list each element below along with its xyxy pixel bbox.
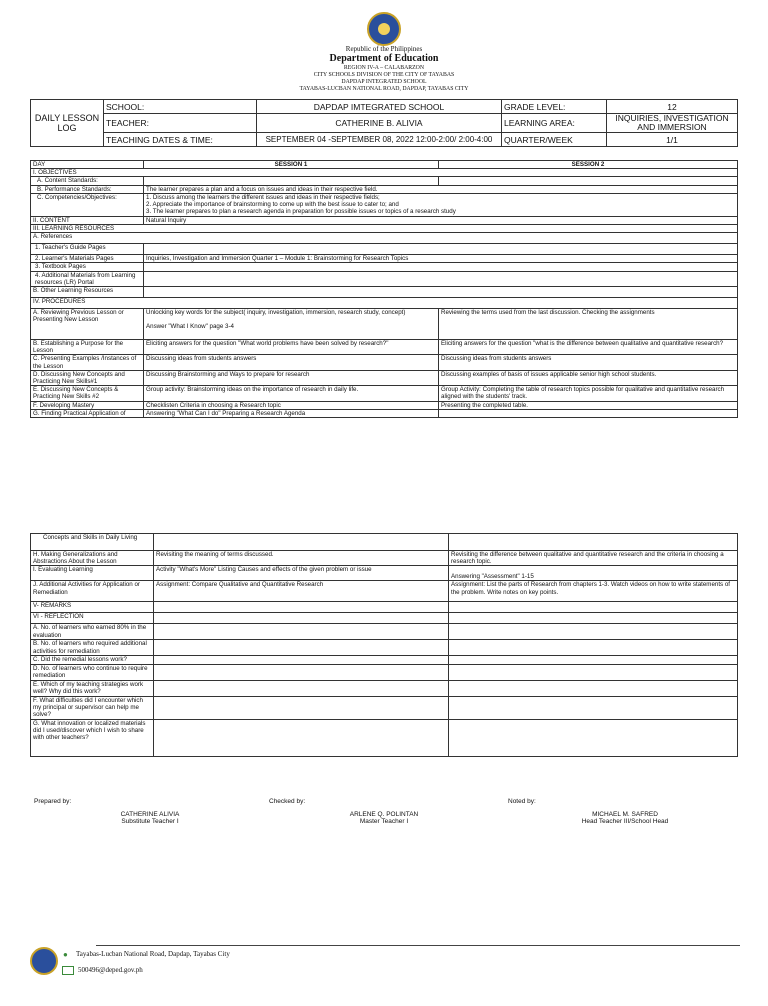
procedure-a-session1: Unlocking key words for the subject( inquiry, investigation, immersion, research study, concept) Answer "What I Know" page 3-4 [144,309,439,340]
session1-header: SESSION 1 [144,161,439,169]
area-label: LEARNING AREA: [502,114,607,133]
procedure-g-label-cont: Concepts and Skills in Daily Living [31,534,154,551]
procedure-e-session2: Group Activity: Completing the table of research topics possible for qualitative and quantitative research aligned with the students' track. [439,386,738,401]
procedure-c-session1: Discussing ideas from students answers [144,355,439,370]
session2-header: SESSION 2 [439,161,738,169]
day-header: DAY [31,161,144,169]
checked-by-name: ARLENE Q. POLINTAN [349,811,419,818]
content-value: Natural Inquiry [144,216,738,224]
lesson-table-part2 [30,533,738,757]
reflection-e-label: E. Which of my teaching strategies work well? Why did this work? [31,680,154,696]
procedure-f-session2: Presenting the completed table. [439,401,738,409]
teacher-value: CATHERINE B. ALIVIA [257,114,502,133]
competencies-label: C. Competencies/Objectives: [31,193,144,216]
procedure-c-session2: Discussing ideas from students answers [439,355,738,370]
procedure-a-session2: Reviewing the terms used from the last discussion. Checking the assignments [439,309,738,340]
prepared-by-block [90,811,210,825]
quarter-label: QUARTER/WEEK [502,133,607,147]
area-value: INQUIRIES, INVESTIGATION AND IMMERSION [607,114,738,133]
procedure-i-label: I. Evaluating Learning [31,566,154,581]
dates-label: TEACHING DATES & TIME: [104,133,257,147]
grade-label: GRADE LEVEL: [502,100,607,114]
teacher-label: TEACHER: [104,114,257,133]
grade-value: 12 [607,100,738,114]
objectives-heading: I. OBJECTIVES [31,169,738,177]
noted-by-title: Head Teacher III/School Head [581,818,669,825]
reflection-a-label: A. No. of learners who earned 80% in the evaluation [31,624,154,640]
procedure-b-session1: Eliciting answers for the question "What world problems have been solved by research?" [144,340,439,355]
procedure-b-session2: Eliciting answers for the question "what is the difference between qualitative and quantitative research? [439,340,738,355]
learners-materials-label: 2. Learner's Materials Pages [31,255,144,263]
header-region: REGION IV-A – CALABARZON [343,65,425,71]
procedure-h-label: H. Making Generalizations and Abstractions About the Lesson [31,551,154,566]
header-republic: Republic of the Philippines [345,45,423,53]
procedure-h-session1: Revisiting the meaning of terms discussed. [154,551,449,566]
procedure-d-label: D. Discussing New Concepts and Practicing New Skills#1 [31,370,144,385]
reflection-d-label: D. No. of learners who continue to require remediation [31,664,154,680]
footer-email: 500496@deped.gov.ph [78,966,143,974]
school-value: DAPDAP IMTEGRATED SCHOOL [257,100,502,114]
procedure-h-session2: Revisiting the difference between qualitative and quantitative research and the criteria in choosing a research topic. [449,551,738,566]
resources-heading: III. LEARNING RESOURCES [31,225,738,233]
procedure-g-label: G. Finding Practical Application of [31,409,144,417]
reflection-b-label: B. No. of learners who required additional activities for remediation [31,640,154,656]
reflection-label: VI - REFLECTION [31,613,154,624]
procedure-g-session1: Answering "What Can I do" Preparing a Research Agenda [144,409,439,417]
reflection-g-label: G. What innovation or localized materials did I used/discover which I wish to share with other teachers? [31,719,154,756]
competency-3: 3. The learner prepares to plan a research agenda in preparation for possible issues or topics of a research study [146,208,456,216]
prepared-by-label: Prepared by: [34,798,72,805]
checked-by-block [324,811,444,825]
other-resources-label: B. Other Learning Resources [31,287,144,298]
footer-address: Tayabas-Lucban National Road, Dapdap, Tayabas City [76,950,230,958]
procedure-i-session1: Activity "What's More" Listing Causes and effects of the given problem or issue [154,566,449,581]
teachers-guide-label: 1. Teacher's Guide Pages [31,244,144,255]
procedure-f-session1: Checklisten Criteria in choosing a Research topic [144,401,439,409]
info-table [30,99,738,147]
reflection-c-label: C. Did the remedial lessons work? [31,656,154,664]
content-standards-label: A. Content Standards: [31,177,144,185]
competency-2: 2. Appreciate the importance of brainstorming to come up with the best issue to cater to; and [146,201,399,209]
school-logo [30,947,58,975]
header-department: Department of Education [329,53,439,64]
procedure-e-label: E. Discussing New Concepts & Practicing New Skills #2 [31,386,144,401]
competency-1: 1. Discuss among the learners the different issues and ideas in their respective fields; [146,193,380,201]
reflection-f-label: F. What difficulties did I encounter which my principal or supervisor can help me solve? [31,696,154,719]
procedures-heading: IV. PROCEDURES [31,298,738,309]
procedure-j-session1: Assignment: Compare Qualitative and Quantitative Research [154,581,449,602]
procedure-a-label: A. Reviewing Previous Lesson or Presenting New Lesson [31,309,144,340]
header-division: CITY SCHOOLS DIVISION OF THE CITY OF TAYABAS [313,72,455,78]
learners-materials-value: Inquiries, Investigation and Immersion Quarter 1 – Module 1: Brainstorming for Research Topics [144,255,738,263]
procedure-i-session2: Answering "Assessment" 1-15 [449,566,738,581]
procedure-b-label: B. Establishing a Purpose for the Lesson [31,340,144,355]
procedure-f-label: F. Developing Mastery [31,401,144,409]
noted-by-block [560,811,690,825]
additional-materials-label: 4. Additional Materials from Learning resources (LR) Portal [31,271,144,286]
competencies-value [144,193,738,216]
procedure-j-session2: Assignment: List the parts of Research from chapters 1-3. Watch videos on how to write statements of the problem. Write notes on key points. [449,581,738,602]
map-pin-icon: ● [63,950,68,959]
deped-seal-logo [367,12,401,46]
noted-by-name: MICHAEL M. SAFRED [592,811,658,818]
procedure-c-label: C. Presenting Examples /Instances of the Lesson [31,355,144,370]
performance-standards-value: The learner prepares a plan and a focus on issues and ideas in their respective field. [144,185,738,193]
header-school-address: TAYABAS-LUCBAN NATIONAL ROAD, DAPDAP, TAYABAS CITY [299,86,469,92]
school-label: SCHOOL: [104,100,257,114]
procedure-j-label: J. Additional Activities for Application or Remediation [31,581,154,602]
checked-by-label: Checked by: [269,798,306,805]
content-label: II. CONTENT [31,216,144,224]
prepared-by-name: CATHERINE ALIVIA [120,811,180,818]
dll-title: DAILY LESSON LOG [31,100,104,147]
header-school: DAPDAP INTEGRATED SCHOOL [341,79,427,85]
quarter-value: 1/1 [607,133,738,147]
checked-by-title: Master Teacher I [359,818,409,825]
header-address-block [0,65,768,93]
dates-value: SEPTEMBER 04 -SEPTEMBER 08, 2022 12:00-2:00/ 2:00-4:00 [257,133,502,147]
references-heading: A. References [31,233,738,244]
prepared-by-title: Substitute Teacher I [121,818,179,825]
procedure-e-session1: Group activity: Brainstorming ideas on the importance of research in daily life. [144,386,439,401]
remarks-label: V- REMARKS [31,602,154,613]
lesson-table-part1 [30,160,738,418]
procedure-d-session1: Discussing Brainstorming and Ways to prepare for research [144,370,439,385]
envelope-icon [62,966,74,975]
textbook-label: 3. Textbook Pages [31,263,144,271]
noted-by-label: Noted by: [508,798,536,805]
performance-standards-label: B. Performance Standards: [31,185,144,193]
footer-divider [96,945,740,946]
procedure-d-session2: Discussing examples of basis of issues applicable senior high school students. [439,370,738,385]
